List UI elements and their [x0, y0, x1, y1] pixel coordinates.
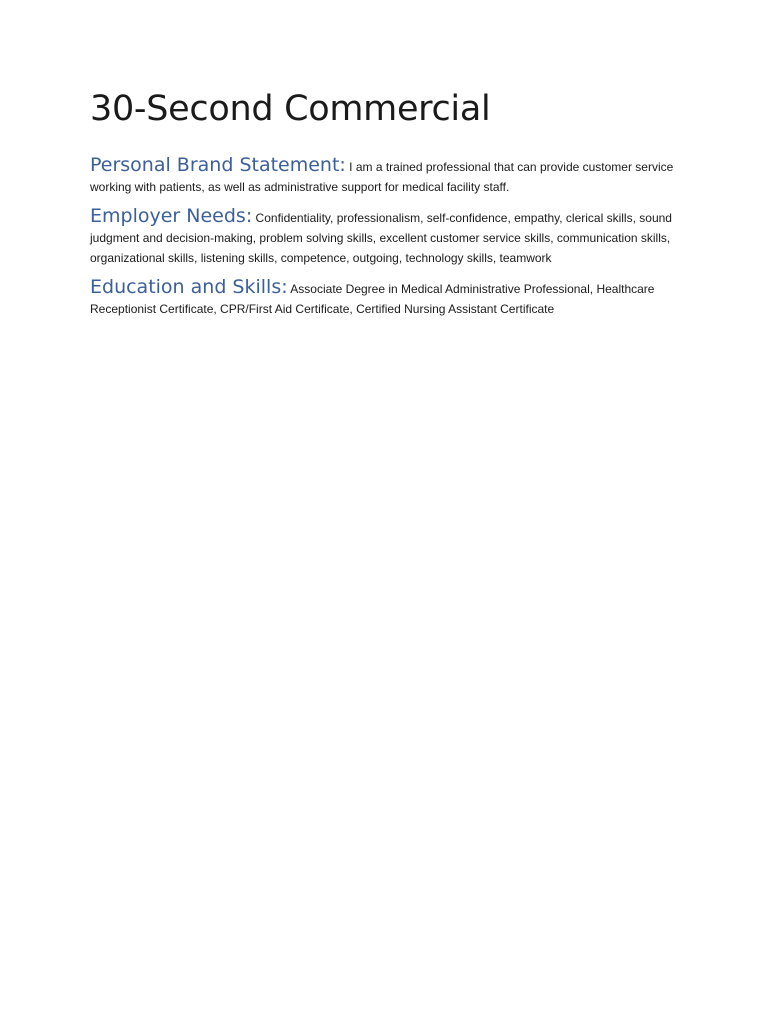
education-and-skills-section [90, 278, 680, 319]
section-body: Confidentiality, professionalism, self-confidence, empathy, clerical skills, sound judgment and decision-making, problem solving skills, excellent customer service skills, communication skills, organizational skills, listening skills, competence, outgoing, technology skills, teamwork [90, 211, 672, 265]
document-content [90, 88, 680, 329]
section-heading: Education and Skills: [90, 276, 288, 298]
section-body: I am a trained professional that can provide customer service working with patients, as well as administrative support for medical facility staff. [90, 160, 674, 194]
employer-needs-section [90, 207, 680, 268]
document-title: 30-Second Commercial [90, 89, 491, 129]
section-heading: Personal Brand Statement: [90, 154, 346, 176]
section-body: Associate Degree in Medical Administrative Professional, Healthcare Receptionist Certificate, CPR/First Aid Certificate, Certified Nursing Assistant Certificate [90, 282, 655, 316]
section-heading: Employer Needs: [90, 205, 253, 227]
personal-brand-statement-section [90, 156, 680, 197]
